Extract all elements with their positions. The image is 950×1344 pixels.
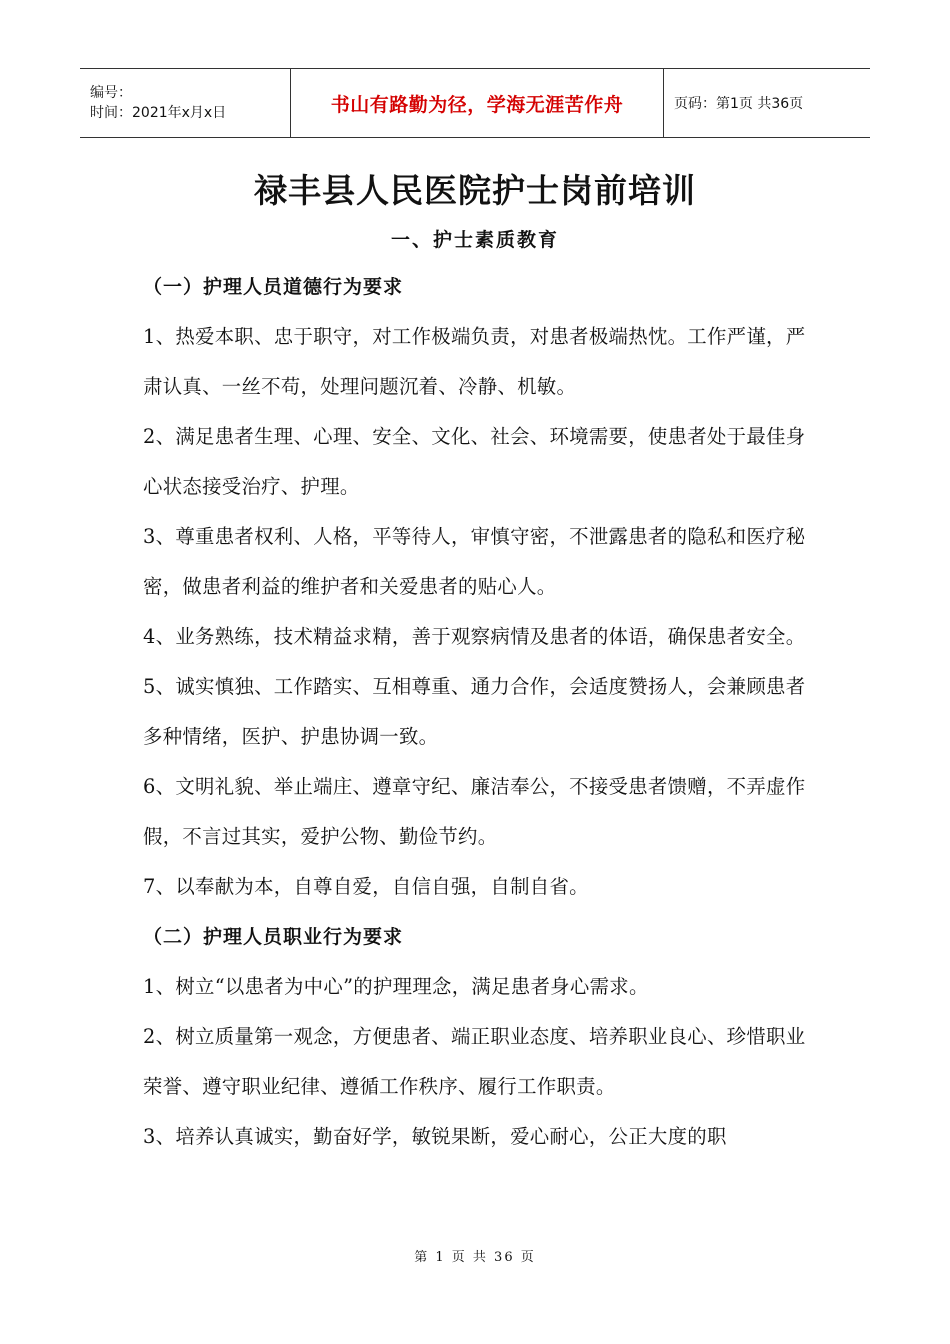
- paragraph: 6、文明礼貌、举止端庄、遵章守纪、廉洁奉公，不接受患者馈赠，不弄虚作假，不言过其实，爱护公物、勤俭节约。: [143, 775, 806, 848]
- paragraph: 4、业务熟练，技术精益求精，善于观察病情及患者的体语，确保患者安全。: [143, 625, 806, 648]
- document-body: [143, 262, 808, 1162]
- header-page-info-cell: [664, 69, 870, 137]
- paragraph: 3、尊重患者权利、人格，平等待人，审慎守密，不泄露患者的隐私和医疗秘密，做患者利益的维护者和关爱患者的贴心人。: [143, 525, 806, 598]
- motto: 书山有路勤为径，学海无涯苦作舟: [330, 93, 624, 116]
- paragraph: 7、以奉献为本，自尊自爱，自信自强，自制自省。: [143, 875, 589, 898]
- header-table: [80, 68, 870, 138]
- paragraph: 2、满足患者生理、心理、安全、文化、社会、环境需要，使患者处于最佳身心状态接受治疗、护理。: [143, 425, 806, 498]
- header-meta: [80, 69, 291, 137]
- paragraph: 5、诚实慎独、工作踏实、互相尊重、通力合作，会适度赞扬人，会兼顾患者多种情绪，医护、护患协调一致。: [143, 675, 806, 748]
- time-label: 时间：2021年x月x日: [90, 105, 227, 121]
- paragraph: 3、培养认真诚实，勤奋好学，敏锐果断，爱心耐心，公正大度的职: [143, 1125, 727, 1148]
- document-title: 禄丰县人民医院护士岗前培训: [254, 171, 696, 210]
- paragraph: 1、热爱本职、忠于职守，对工作极端负责，对患者极端热忱。工作严谨，严肃认真、一丝不苟，处理问题沉着、冷静、机敏。: [143, 325, 806, 398]
- section-heading: （一）护理人员道德行为要求: [143, 276, 404, 298]
- number-label: 编号：: [90, 85, 132, 101]
- document-subtitle: 一、护士素质教育: [390, 229, 559, 251]
- section-heading: （二）护理人员职业行为要求: [143, 926, 404, 948]
- paragraph: 1、树立“以患者为中心”的护理理念，满足患者身心需求。: [143, 975, 649, 998]
- paragraph: 2、树立质量第一观念，方便患者、端正职业态度、培养职业良心、珍惜职业荣誉、遵守职业纪律、遵循工作秩序、履行工作职责。: [143, 1025, 806, 1098]
- page-footer: 第 1 页 共 36 页: [414, 1250, 536, 1265]
- page-info: 页码：第1页 共36页: [674, 96, 804, 112]
- header-motto-cell: [291, 69, 664, 137]
